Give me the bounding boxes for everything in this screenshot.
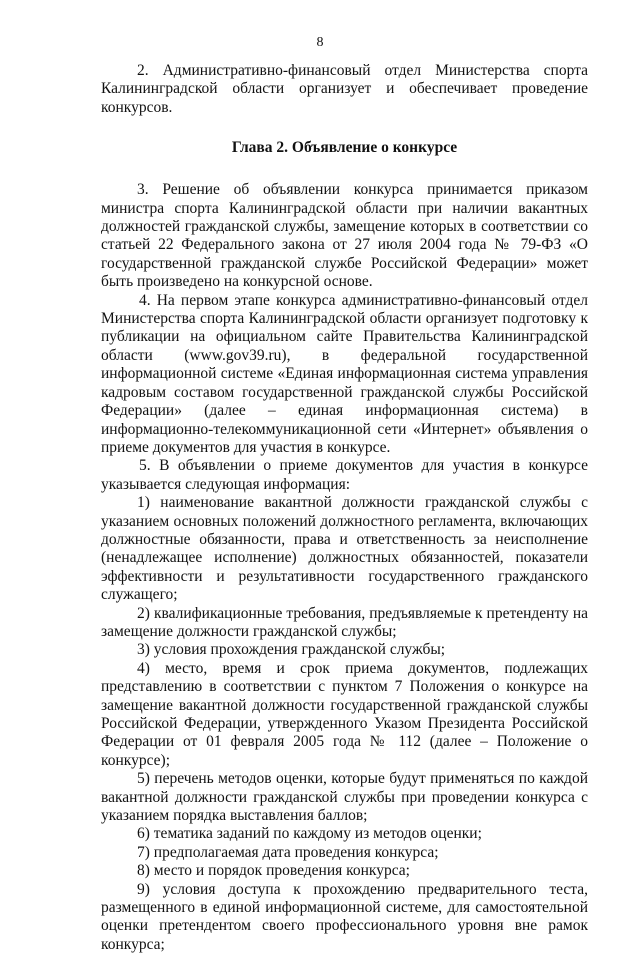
page-number: 8 bbox=[316, 35, 324, 50]
list-item: 6) тематика заданий по каждому из методов оценки; bbox=[137, 825, 482, 843]
list-item: 4) место, время и срок приема документов, подлежащих представлению в соответствии с пунктом 7 Положения о конкурсе на замещение вакантной должности государственной гражданской службы Российской Федерации, утвержденного Указом Президента Российской Федерации от 01 февраля 2005 года № 112 (далее – Положение о конкурсе); bbox=[101, 659, 588, 769]
list-item: 7) предполагаемая дата проведения конкурса; bbox=[137, 843, 439, 861]
list-item: 3) условия прохождения гражданской службы; bbox=[137, 641, 446, 659]
paragraph-4: 4. На первом этапе конкурса административно-финансовый отдел Министерства спорта Калининградской области организует подготовку к публикации на официальном сайте Правительства Калининградской области (www.gov39.ru), в федеральной государственной информационной системе «Единая информационная система управления кадровым составом государственной гражданской службы Российской Федерации» (далее – единая информационная система) в информационно-телекоммуникационной сети «Интернет» объявления о приеме документов для участия в конкурсе. bbox=[101, 291, 588, 456]
paragraph-3: 3. Решение об объявлении конкурса принимается приказом министра спорта Калининградской области при наличии вакантных должностей гражданской службы, замещение которых в соответствии со статьей 22 Федерального закона от 27 июля 2004 года № 79-ФЗ «О государственной гражданской службе Российской Федерации» может быть произведено на конкурсной основе. bbox=[101, 181, 588, 291]
document-body bbox=[101, 62, 588, 954]
paragraph-5: 5. В объявлении о приеме документов для участия в конкурсе указывается следующая информация: bbox=[101, 457, 588, 493]
paragraph-2: 2. Административно-финансовый отдел Министерства спорта Калининградской области организует и обеспечивает проведение конкурсов. bbox=[101, 62, 588, 116]
list-item: 2) квалификационные требования, предъявляемые к претенденту на замещение должности гражданской службы; bbox=[101, 604, 588, 640]
list-item: 8) место и порядок проведения конкурса; bbox=[137, 862, 410, 880]
list-item: 5) перечень методов оценки, которые будут применяться по каждой вакантной должности гражданской службы при проведении конкурса с указанием порядка выставления баллов; bbox=[101, 770, 588, 825]
list-item: 1) наименование вакантной должности гражданской службы с указанием основных положений должностного регламента, включающих должностные обязанности, права и ответственность за неисполнение (ненадлежащее исполнение) должностных обязанностей, показатели эффективности и результативности государственного гражданского служащего; bbox=[101, 494, 588, 604]
list-item: 9) условия доступа к прохождению предварительного теста, размещенного в единой информационной системе, для самостоятельной оценки претендентом своего профессионального уровня вне рамок конкурса; bbox=[101, 880, 588, 953]
chapter-title: Глава 2. Объявление о конкурсе bbox=[231, 139, 458, 157]
